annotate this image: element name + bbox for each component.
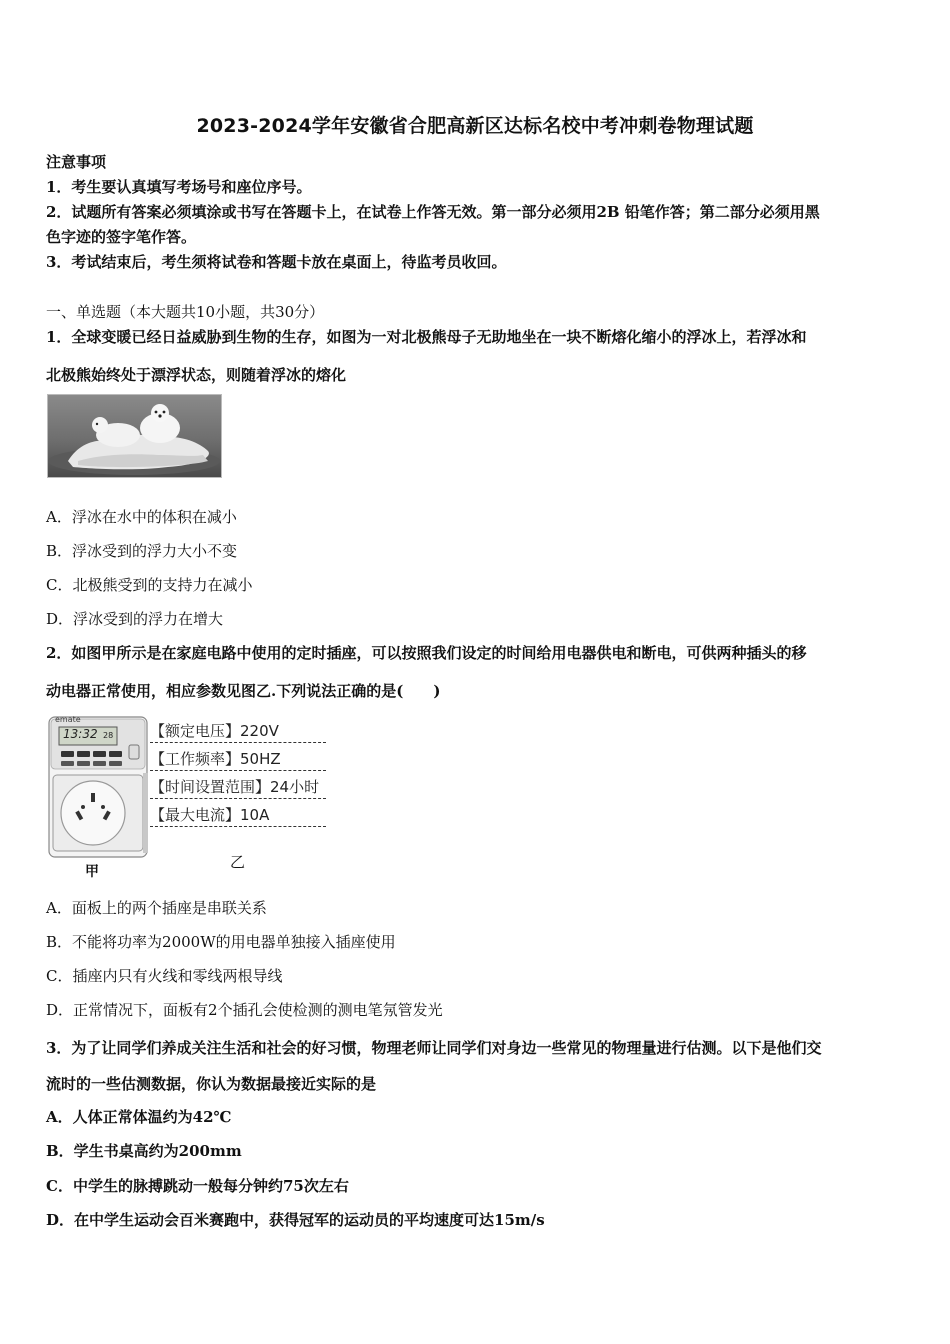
q1-option-d: D．浮冰受到的浮力在增大 [46, 610, 224, 628]
q2-stem-line2: 动电器正常使用，相应参数见图乙.下列说法正确的是( ) [46, 682, 441, 700]
notice-heading: 注意事项 [46, 153, 107, 171]
figure-label-yi: 乙 [230, 853, 246, 871]
section-heading: 一、单选题（本大题共10小题，共30分） [46, 303, 325, 321]
q2-option-d: D．正常情况下，面板有2个插孔会使检测的测电笔氖管发光 [46, 1001, 443, 1019]
q1-option-a: A．浮冰在水中的体积在减小 [46, 508, 237, 526]
polar-bear-image [48, 395, 221, 477]
q3-option-b: B．学生书桌高约为200mm [46, 1142, 242, 1160]
q1-option-b: B．浮冰受到的浮力大小不变 [46, 542, 238, 560]
q1-option-c: C．北极熊受到的支持力在减小 [46, 576, 253, 594]
notice-item-3: 3．考试结束后，考生须将试卷和答题卡放在桌面上，待监考员收回。 [46, 253, 507, 271]
q3-stem-line2: 流时的一些估测数据，你认为数据最接近实际的是 [46, 1075, 377, 1093]
brand-label: emate [55, 715, 81, 724]
notice-item-2-cont: 色字迹的签字笔作答。 [46, 228, 197, 246]
spec-time-range: 【时间设置范围】24小时 [150, 776, 326, 799]
timer-socket-figure [47, 715, 337, 880]
q2-option-c: C．插座内只有火线和零线两根导线 [46, 967, 283, 985]
q2-option-a: A．面板上的两个插座是串联关系 [46, 899, 267, 917]
q1-stem-line2: 北极熊始终处于漂浮状态，则随着浮冰的熔化 [46, 366, 347, 384]
q2-stem-line1: 2．如图甲所示是在家庭电路中使用的定时插座，可以按照我们设定的时间给用电器供电和断电，可供两种插头的移 [46, 644, 807, 662]
q3-stem-line1: 3．为了让同学们养成关注生活和社会的好习惯，物理老师让同学们对身边一些常见的物理量进行估测。以下是他们交 [46, 1039, 822, 1057]
spec-frequency: 【工作频率】50HZ [150, 748, 326, 771]
q3-option-a: A．人体正常体温约为42℃ [46, 1108, 232, 1126]
timer-display-small: 28 [103, 731, 114, 740]
notice-item-1: 1．考生要认真填写考场号和座位序号。 [46, 178, 312, 196]
q3-option-c: C．中学生的脉搏跳动一般每分钟约75次左右 [46, 1177, 349, 1195]
q1-stem-line1: 1．全球变暖已经日益威胁到生物的生存，如图为一对北极熊母子无助地坐在一块不断熔化缩小的浮冰上，若浮冰和 [46, 328, 807, 346]
spec-max-current: 【最大电流】10A [150, 804, 326, 827]
q2-option-b: B．不能将功率为2000W的用电器单独接入插座使用 [46, 933, 396, 951]
q3-option-d: D．在中学生运动会百米赛跑中，获得冠军的运动员的平均速度可达15m/s [46, 1211, 545, 1229]
spec-rated-voltage: 【额定电压】220V [150, 720, 326, 743]
page-title: 2023-2024学年安徽省合肥高新区达标名校中考冲刺卷物理试题 [196, 115, 754, 137]
notice-item-2: 2．试题所有答案必须填涂或书写在答题卡上，在试卷上作答无效。第一部分必须用2B 铅笔作答；第二部分必须用黑 [46, 203, 820, 221]
figure-label-jia: 甲 [85, 864, 99, 880]
timer-display: 13:32 [63, 727, 98, 741]
polar-bear-figure [47, 394, 222, 478]
